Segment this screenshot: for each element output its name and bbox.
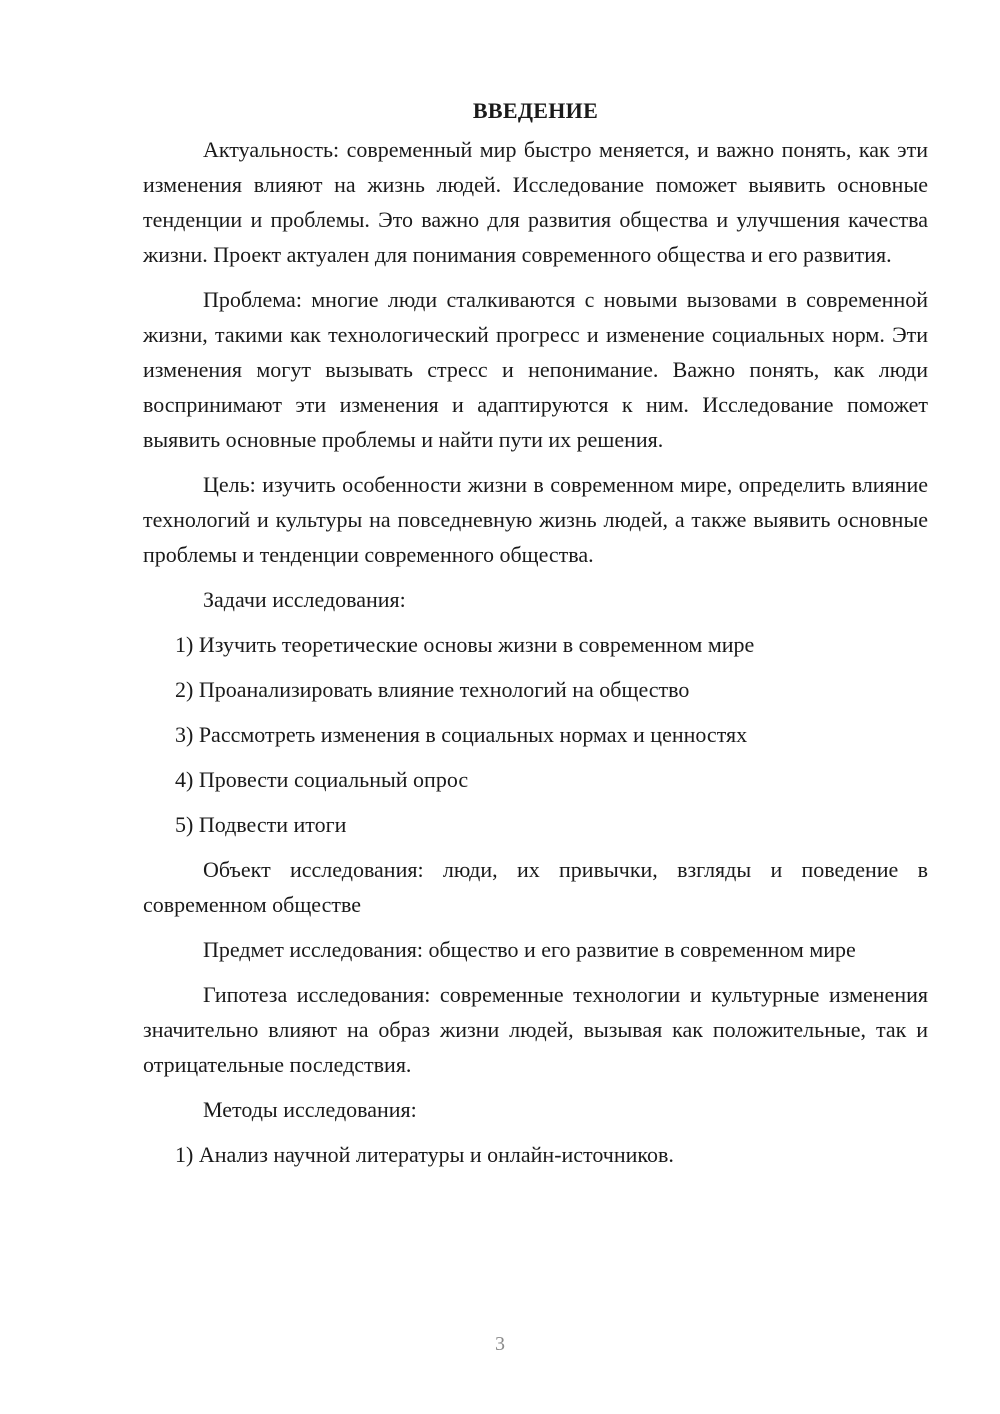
tasks-heading: Задачи исследования: bbox=[203, 587, 406, 612]
list-item: 5) Подвести итоги bbox=[175, 812, 347, 837]
list-item: 4) Провести социальный опрос bbox=[175, 767, 469, 792]
page-number: 3 bbox=[495, 1333, 505, 1355]
relevance-paragraph: Актуальность: современный мир быстро меняется, и важно понять, как эти изменения влияют на жизнь людей. Исследование поможет выявить основные тенденции и проблемы. Это важно для развития общества и улучшения качества жизни. Проект актуален для понимания современного общества и его развития. bbox=[143, 137, 928, 267]
hypothesis-paragraph: Гипотеза исследования: современные технологии и культурные изменения значительно влияют на образ жизни людей, вызывая как положительные, так и отрицательные последствия. bbox=[143, 982, 928, 1077]
goal-paragraph: Цель: изучить особенности жизни в современном мире, определить влияние технологий и культуры на повседневную жизнь людей, а также выявить основные проблемы и тенденции современного общества. bbox=[143, 472, 928, 567]
methods-heading: Методы исследования: bbox=[203, 1097, 417, 1122]
list-item: 3) Рассмотреть изменения в социальных нормах и ценностях bbox=[175, 722, 748, 747]
list-item: 2) Проанализировать влияние технологий на общество bbox=[175, 677, 690, 702]
methods-list bbox=[143, 1137, 928, 1172]
tasks-list bbox=[143, 627, 928, 842]
list-item: 1) Изучить теоретические основы жизни в современном мире bbox=[175, 632, 755, 657]
document-page bbox=[143, 96, 928, 1182]
list-item: 1) Анализ научной литературы и онлайн-источников. bbox=[175, 1142, 674, 1167]
object-paragraph: Объект исследования: люди, их привычки, взгляды и поведение в современном обществе bbox=[143, 857, 928, 917]
page-title: ВВЕДЕНИЕ bbox=[472, 98, 599, 123]
subject-paragraph: Предмет исследования: общество и его развитие в современном мире bbox=[203, 937, 856, 962]
problem-paragraph: Проблема: многие люди сталкиваются с новыми вызовами в современной жизни, такими как технологический прогресс и изменение социальных норм. Эти изменения могут вызывать стресс и непонимание. Важно понять, как люди воспринимают эти изменения и адаптируются к ним. Исследование поможет выявить основные проблемы и найти пути их решения. bbox=[143, 287, 928, 452]
